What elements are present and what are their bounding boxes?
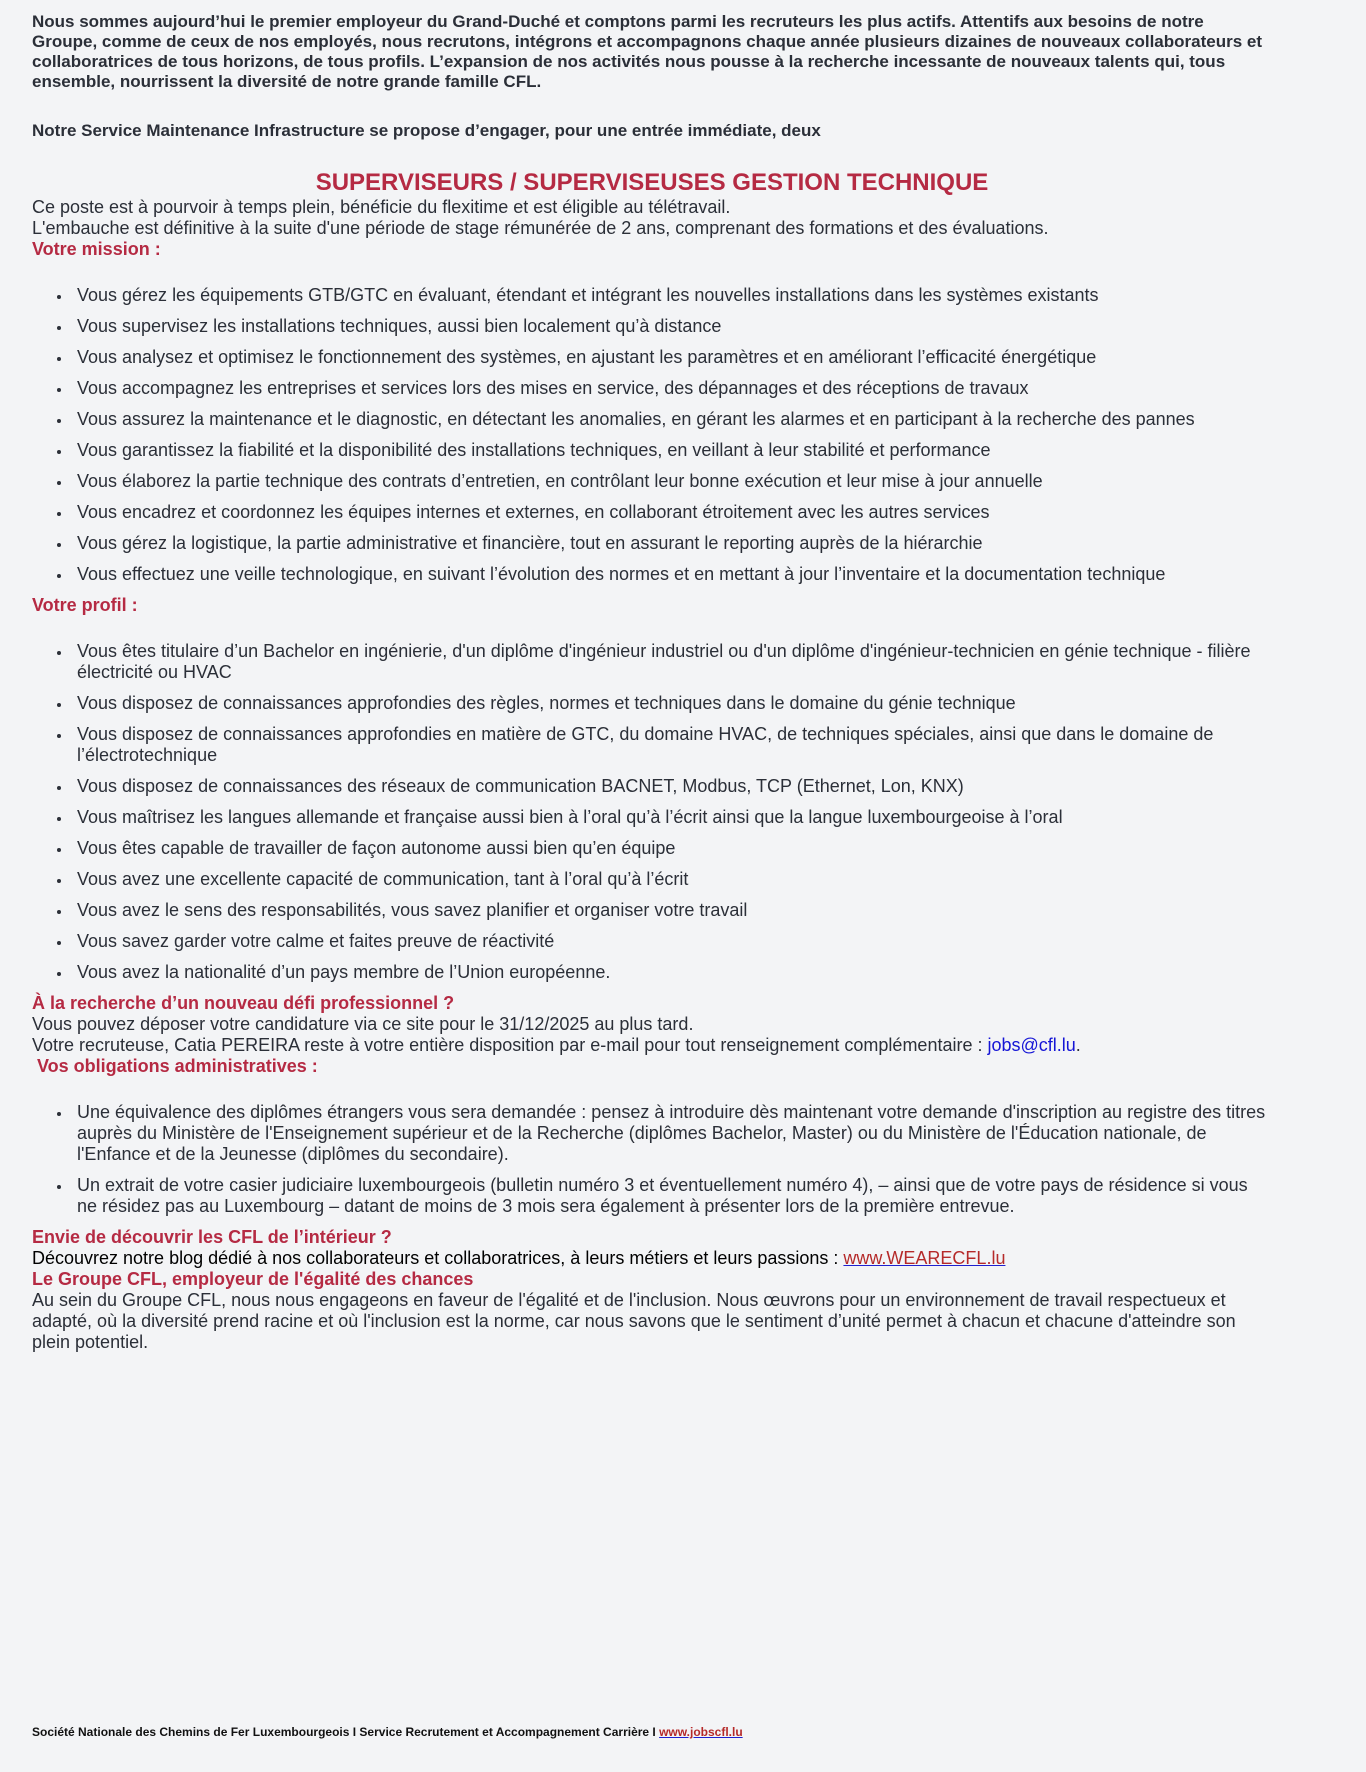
mission-item: Vous accompagnez les entreprises et services lors des mises en service, des dépannages et des réceptions de travaux	[77, 378, 1272, 399]
obligation-item: Une équivalence des diplômes étrangers vous sera demandée : pensez à introduire dès maintenant votre demande d'inscription au registre des titres auprès du Ministère de l'Enseignement supérieur et de la Recherche (diplômes Bachelor, Master) ou du Ministère de l'Éducation nationale, de l'Enfance et de la Jeunesse (diplômes du secondaire).	[77, 1102, 1272, 1165]
recruiter-text: Votre recruteuse, Catia PEREIRA reste à votre entière disposition par e-mail pour tout renseignement complémentaire :	[32, 1035, 988, 1055]
profil-item: Vous êtes titulaire d’un Bachelor en ingénierie, d'un diplôme d'ingénieur industriel ou d'un diplôme d'ingénieur-technicien en génie technique - filière électricité ou HVAC	[77, 641, 1272, 683]
mission-item: Vous élaborez la partie technique des contrats d’entretien, en contrôlant leur bonne exécution et leur mise à jour annuelle	[77, 471, 1272, 492]
equality-heading: Le Groupe CFL, employeur de l'égalité des chances	[32, 1269, 474, 1289]
profil-item: Vous savez garder votre calme et faites preuve de réactivité	[77, 931, 1272, 952]
mission-item: Vous encadrez et coordonnez les équipes internes et externes, en collaborant étroitement avec les autres services	[77, 502, 1272, 523]
lead-sentence: Notre Service Maintenance Infrastructure se propose d’engager, pour une entrée immédiate, deux	[32, 121, 821, 140]
blog-heading: Envie de découvrir les CFL de l’intérieur ?	[32, 1227, 392, 1247]
mission-item: Vous gérez la logistique, la partie administrative et financière, tout en assurant le reporting auprès de la hiérarchie	[77, 533, 1272, 554]
mission-item: Vous effectuez une veille technologique, en suivant l’évolution des normes et en mettant à jour l’inventaire et la documentation technique	[77, 564, 1272, 585]
profil-item: Vous disposez de connaissances approfondies en matière de GTC, du domaine HVAC, de techniques spéciales, ainsi que dans le domaine de l’électrotechnique	[77, 724, 1272, 766]
profil-item: Vous disposez de connaissances approfondies des règles, normes et techniques dans le domaine du génie technique	[77, 693, 1272, 714]
profil-item: Vous avez la nationalité d’un pays membre de l’Union européenne.	[77, 962, 1272, 983]
obligation-item: Un extrait de votre casier judiciaire luxembourgeois (bulletin numéro 3 et éventuellement numéro 4), – ainsi que de votre pays de résidence si vous ne résidez pas au Luxembourg – datant de moins de 3 mois sera également à présenter lors de la première entrevue.	[77, 1175, 1272, 1217]
apply-heading: À la recherche d’un nouveau défi professionnel ?	[32, 993, 455, 1013]
footer	[32, 1725, 743, 1739]
job-title: SUPERVISEURS / SUPERVISEUSES GESTION TECHNIQUE	[315, 169, 989, 196]
mission-heading: Votre mission :	[32, 239, 161, 259]
profil-item: Vous avez une excellente capacité de communication, tant à l’oral qu’à l’écrit	[77, 869, 1272, 890]
blog-text: Découvrez notre blog dédié à nos collaborateurs et collaboratrices, à leurs métiers et leurs passions :	[32, 1248, 844, 1268]
job-posting	[32, 12, 1272, 1353]
mission-item: Vous assurez la maintenance et le diagnostic, en détectant les anomalies, en gérant les alarmes et en participant à la recherche des pannes	[77, 409, 1272, 430]
recruiter-suffix: .	[1075, 1035, 1081, 1055]
intro-paragraph: Nous sommes aujourd’hui le premier employeur du Grand-Duché et comptons parmi les recruteurs les plus actifs. Attentifs aux besoins de notre Groupe, comme de ceux de nos employés, nous recrutons, intégrons et accompagnons chaque année plusieurs dizaines de nouveaux collaborateurs et collaboratrices de tous horizons, de tous profils. L’expansion de nos activités nous pousse à la recherche incessante de nouveaux talents qui, tous ensemble, nourrissent la diversité de notre grande famille CFL.	[32, 12, 1262, 91]
profil-list	[32, 641, 1272, 983]
blog-paragraph	[32, 1248, 1272, 1269]
mission-list	[32, 285, 1272, 585]
obligations-list	[32, 1102, 1272, 1217]
profil-item: Vous disposez de connaissances des réseaux de communication BACNET, Modbus, TCP (Ethernet, Lon, KNX)	[77, 776, 1272, 797]
hire-info: L'embauche est définitive à la suite d'une période de stage rémunérée de 2 ans, comprenant des formations et des évaluations.	[32, 218, 1049, 238]
equality-text: Au sein du Groupe CFL, nous nous engageons en faveur de l'égalité et de l'inclusion. Nous œuvrons pour un environnement de travail respectueux et adapté, où la diversité prend racine et où l'inclusion est la norme, car nous savons que le sentiment d’unité permet à chacun et chacune d'atteindre son plein potentiel.	[32, 1290, 1236, 1352]
footer-text: Société Nationale des Chemins de Fer Luxembourgeois I Service Recrutement et Accompagnement Carrière I	[32, 1725, 660, 1739]
obligations-heading: Vos obligations administratives :	[37, 1056, 318, 1076]
email-link[interactable]: jobs@cfl.lu	[987, 1035, 1076, 1055]
footer-link[interactable]: www.jobscfl.lu	[659, 1725, 743, 1739]
mission-item: Vous analysez et optimisez le fonctionnement des systèmes, en ajustant les paramètres et en améliorant l’efficacité énergétique	[77, 347, 1272, 368]
profil-item: Vous êtes capable de travailler de façon autonome aussi bien qu’en équipe	[77, 838, 1272, 859]
deadline-text: Vous pouvez déposer votre candidature via ce site pour le 31/12/2025 au plus tard.	[32, 1014, 694, 1034]
profil-item: Vous avez le sens des responsabilités, vous savez planifier et organiser votre travail	[77, 900, 1272, 921]
blog-link[interactable]: www.WEARECFL.lu	[843, 1248, 1006, 1268]
fulltime-info: Ce poste est à pourvoir à temps plein, bénéficie du flexitime et est éligible au télétravail.	[32, 197, 731, 217]
profil-heading: Votre profil :	[32, 595, 138, 615]
mission-item: Vous garantissez la fiabilité et la disponibilité des installations techniques, en veillant à leur stabilité et performance	[77, 440, 1272, 461]
profil-item: Vous maîtrisez les langues allemande et française aussi bien à l’oral qu’à l’écrit ainsi que la langue luxembourgeoise à l’oral	[77, 807, 1272, 828]
mission-item: Vous supervisez les installations techniques, aussi bien localement qu’à distance	[77, 316, 1272, 337]
mission-item: Vous gérez les équipements GTB/GTC en évaluant, étendant et intégrant les nouvelles installations dans les systèmes existants	[77, 285, 1272, 306]
recruiter-paragraph	[32, 1035, 1272, 1056]
